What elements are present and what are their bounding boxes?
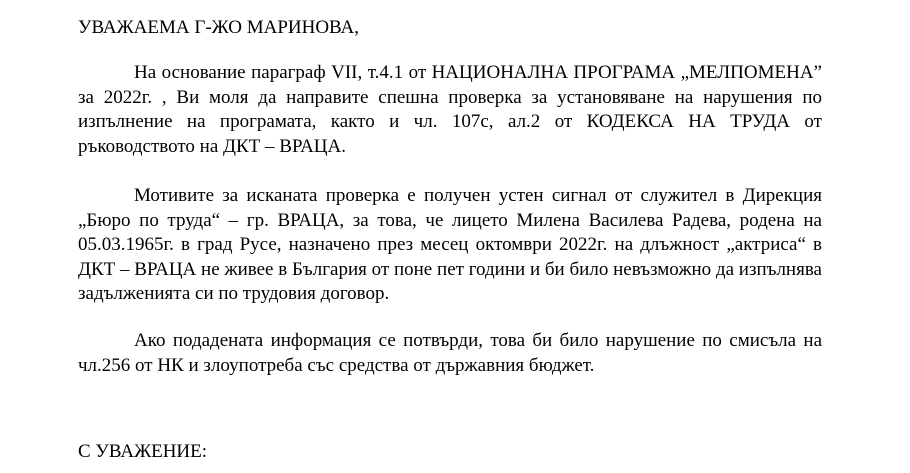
paragraph-consequence: Ако подадената информация се потвърди, това би било нарушение по смисъла на чл.256 от НК и злоупотреба със средства от държавния бюджет. xyxy=(78,330,822,376)
salutation: УВАЖАЕМА Г-ЖО МАРИНОВА, xyxy=(78,17,359,38)
closing: С УВАЖЕНИЕ: xyxy=(78,441,208,462)
paragraph-motives: Мотивите за исканата проверка е получен устен сигнал от служител в Дирекция „Бюро по труда“ – гр. ВРАЦА, за това, че лицето Милена Василева Радева, родена на 05.03.1965г. в град Русе, назначено през месец октомври 2022г. на длъжност „актриса“ в ДКТ – ВРАЦА не живее в България от поне пет години и би било невъзможно да изпълнява задълженията си по трудовия договор. xyxy=(78,185,822,304)
paragraph-legal-basis: На основание параграф VII, т.4.1 от НАЦИОНАЛНА ПРОГРАМА „МЕЛПОМЕНА” за 2022г. , Ви моля да направите спешна проверка за установяване на нарушения по изпълнение на програмата, както и чл. 107с, ал.2 от КОДЕКСА НА ТРУДА от ръководството на ДКТ – ВРАЦА. xyxy=(78,62,822,157)
